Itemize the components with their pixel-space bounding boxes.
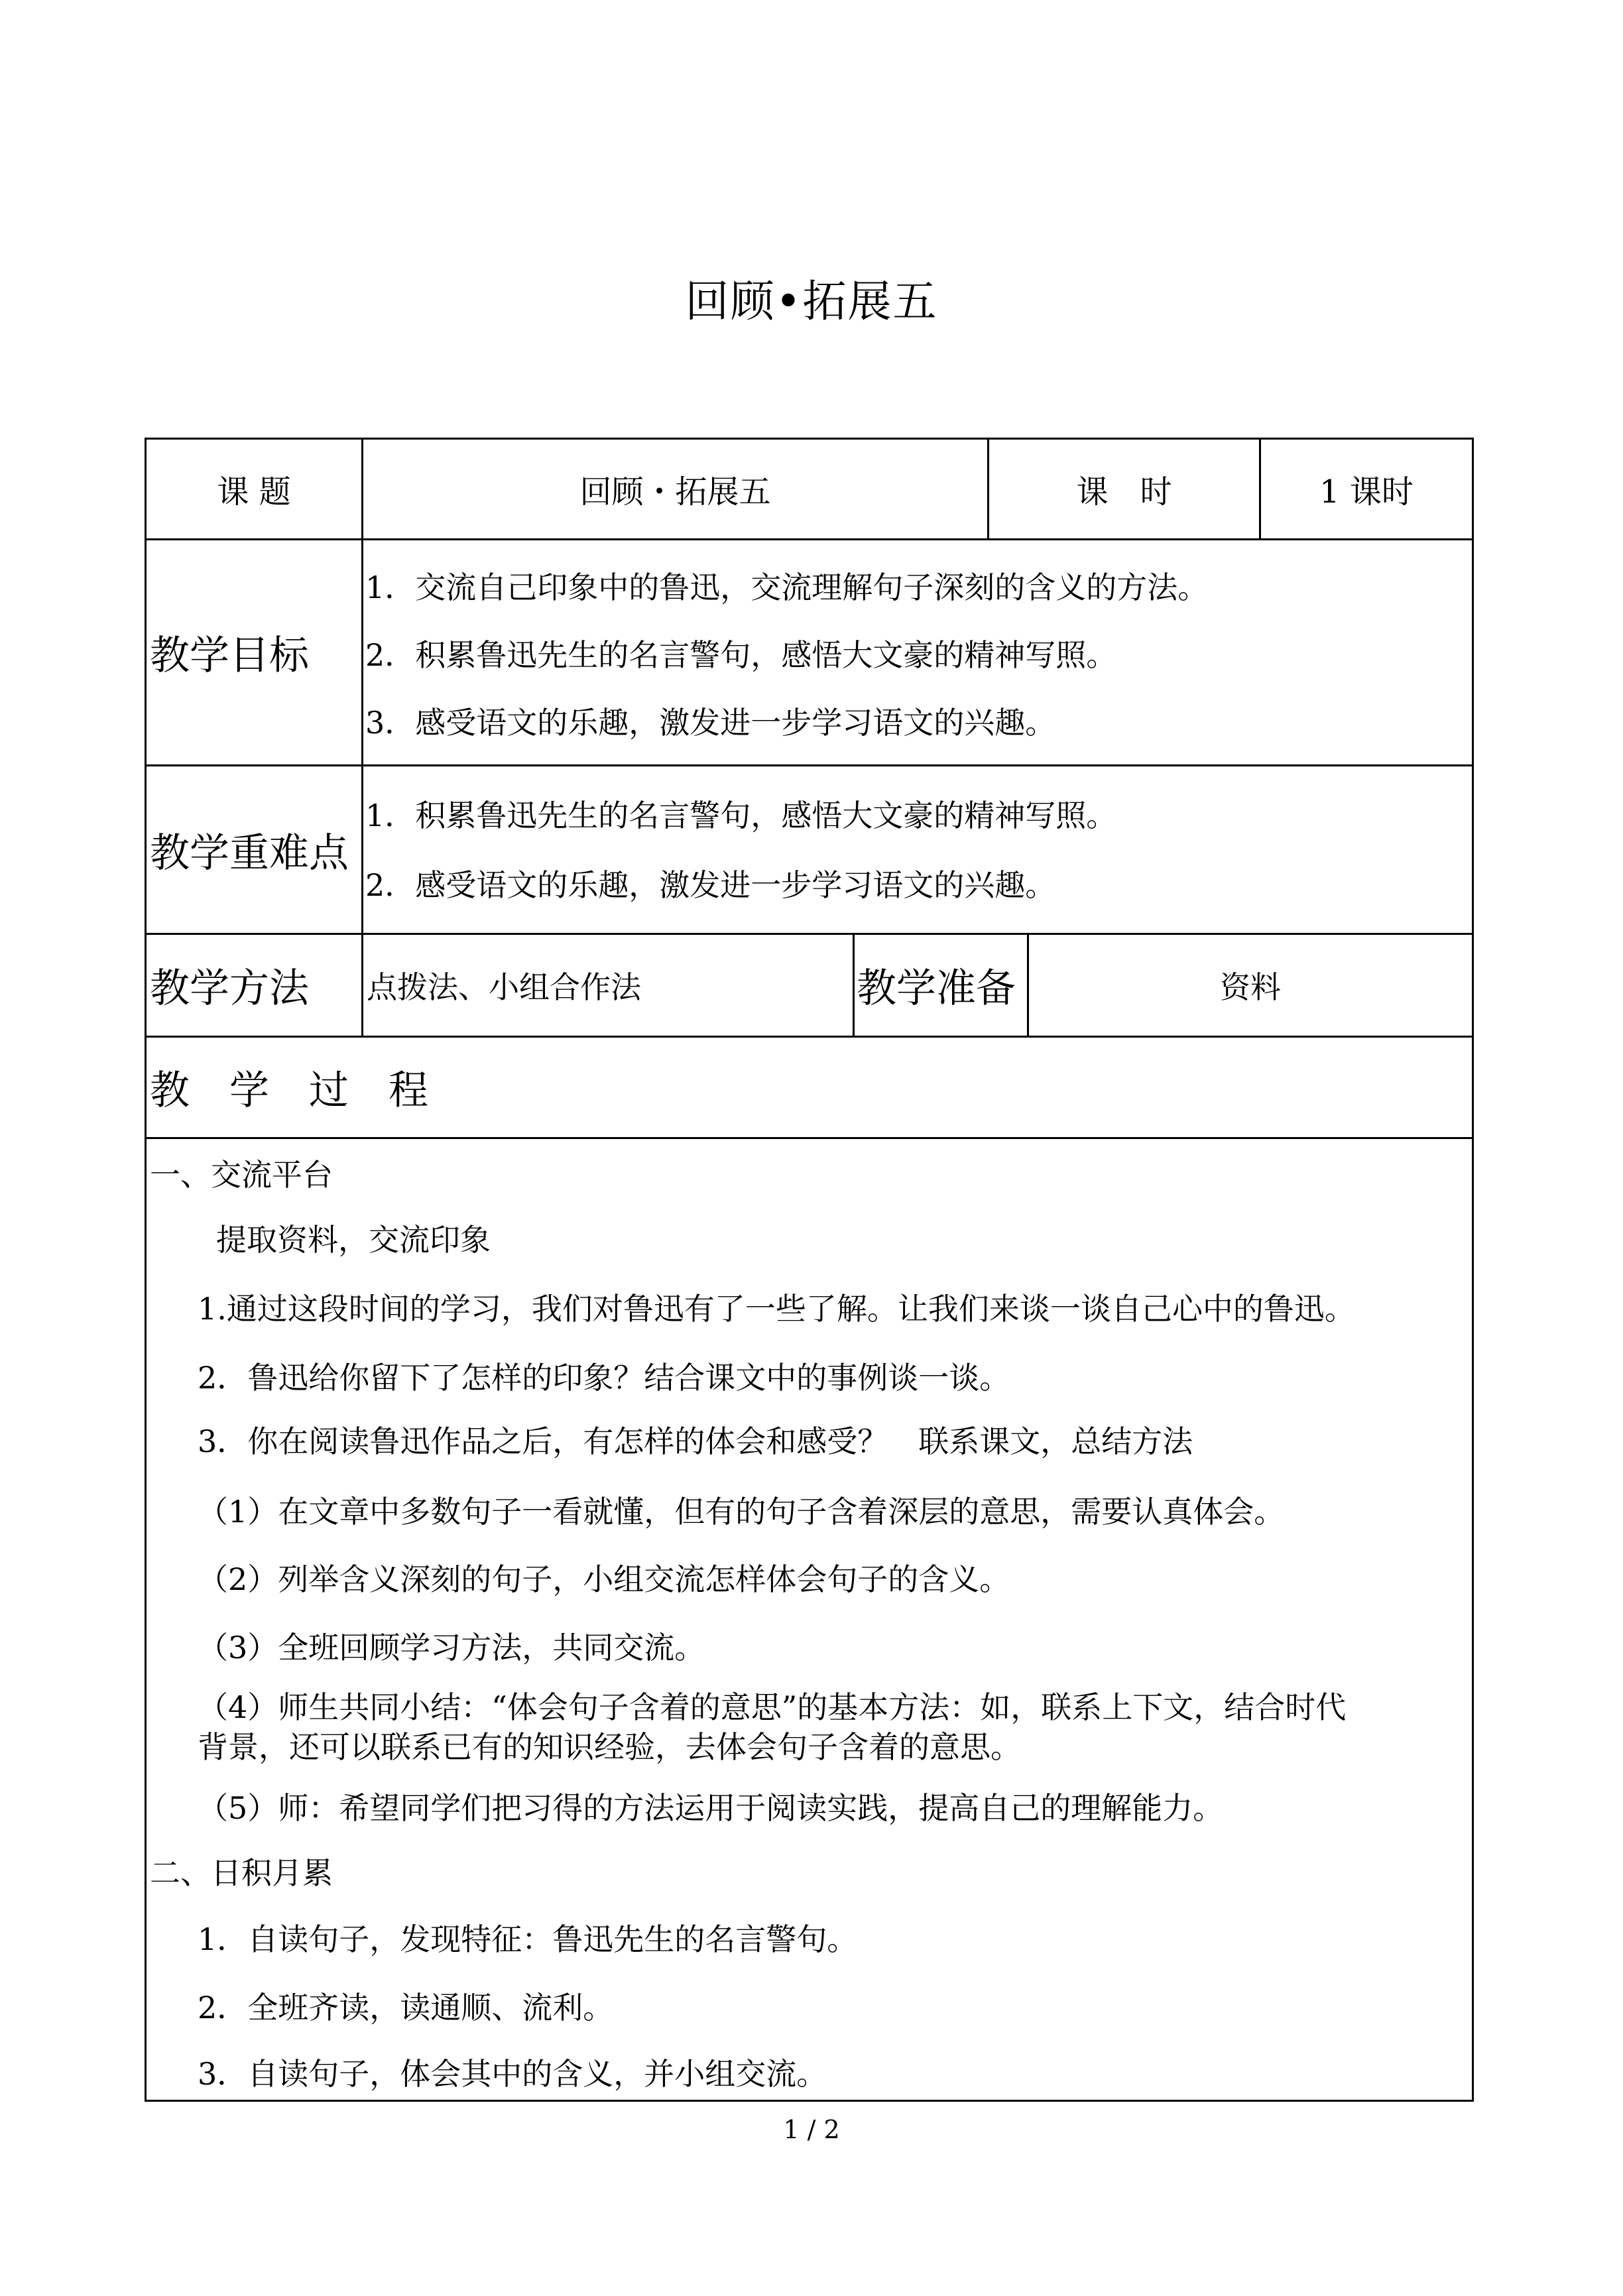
process-section-heading: 一、交流平台 [150, 1157, 333, 1193]
process-line: （2）列举含义深刻的句子，小组交流怎样体会句子的含义。 [198, 1561, 1010, 1597]
key-point-item: 2．感受语文的乐趣，激发进一步学习语文的兴趣。 [365, 867, 1056, 903]
method-value: 点拨法、小组合作法 [367, 969, 641, 1005]
process-line: 1.通过这段时间的学习，我们对鲁迅有了一些了解。让我们来谈一谈自己心中的鲁迅。 [198, 1291, 1355, 1327]
process-heading: 教 学 过 程 [150, 1067, 428, 1114]
period-value: 1 课时 [1319, 473, 1413, 511]
objective-item: 3．感受语文的乐趣，激发进一步学习语文的兴趣。 [365, 705, 1056, 741]
page-number: 1 / 2 [783, 2115, 840, 2144]
table-divider-5 [145, 1137, 1474, 1139]
table-border-right [1472, 438, 1474, 2102]
process-line: 3．自读句子，体会其中的含义，并小组交流。 [198, 2056, 827, 2092]
process-line: 2．鲁迅给你留下了怎样的印象？结合课文中的事例谈一谈。 [198, 1360, 1010, 1396]
objectives-label: 教学目标 [150, 633, 309, 679]
process-line-continued: 背景，还可以联系已有的知识经验，去体会句子含着的意思。 [198, 1729, 1021, 1765]
page-title: 回顾•拓展五 [685, 276, 938, 327]
method-label: 教学方法 [150, 965, 309, 1012]
process-section-heading: 二、日积月累 [150, 1855, 333, 1891]
key-point-item: 1．积累鲁迅先生的名言警句，感悟大文豪的精神写照。 [365, 798, 1117, 833]
key-points-label: 教学重难点 [150, 829, 349, 876]
objective-item: 2．积累鲁迅先生的名言警句，感悟大文豪的精神写照。 [365, 637, 1117, 673]
process-line: 3．你在阅读鲁迅作品之后，有怎样的体会和感受？ 联系课文，总结方法 [198, 1423, 1193, 1459]
process-line: （1）在文章中多数句子一看就懂，但有的句子含着深层的意思，需要认真体会。 [198, 1494, 1285, 1530]
prep-value: 资料 [1220, 969, 1281, 1005]
process-line: （5）师：希望同学们把习得的方法运用于阅读实践，提高自己的理解能力。 [198, 1790, 1224, 1826]
topic-label: 课 题 [217, 473, 291, 511]
process-line: 1．自读句子，发现特征：鲁迅先生的名言警句。 [198, 1921, 858, 1957]
prep-label: 教学准备 [857, 965, 1016, 1012]
process-line: 2．全班齐读，读通顺、流利。 [198, 1990, 614, 2025]
period-label: 课 时 [1076, 473, 1172, 511]
table-border-left [145, 438, 147, 2102]
table-border-bottom [145, 2100, 1474, 2102]
objective-item: 1．交流自己印象中的鲁迅，交流理解句子深刻的含义的方法。 [365, 570, 1209, 605]
process-line: （4）师生共同小结：“体会句子含着的意思”的基本方法：如，联系上下文，结合时代 [198, 1689, 1347, 1725]
method-divider-a [853, 933, 855, 1038]
topic-value: 回顾・拓展五 [579, 473, 771, 511]
process-line: 提取资料，交流印象 [216, 1222, 491, 1258]
process-line: （3）全班回顾学习方法，共同交流。 [198, 1630, 705, 1665]
